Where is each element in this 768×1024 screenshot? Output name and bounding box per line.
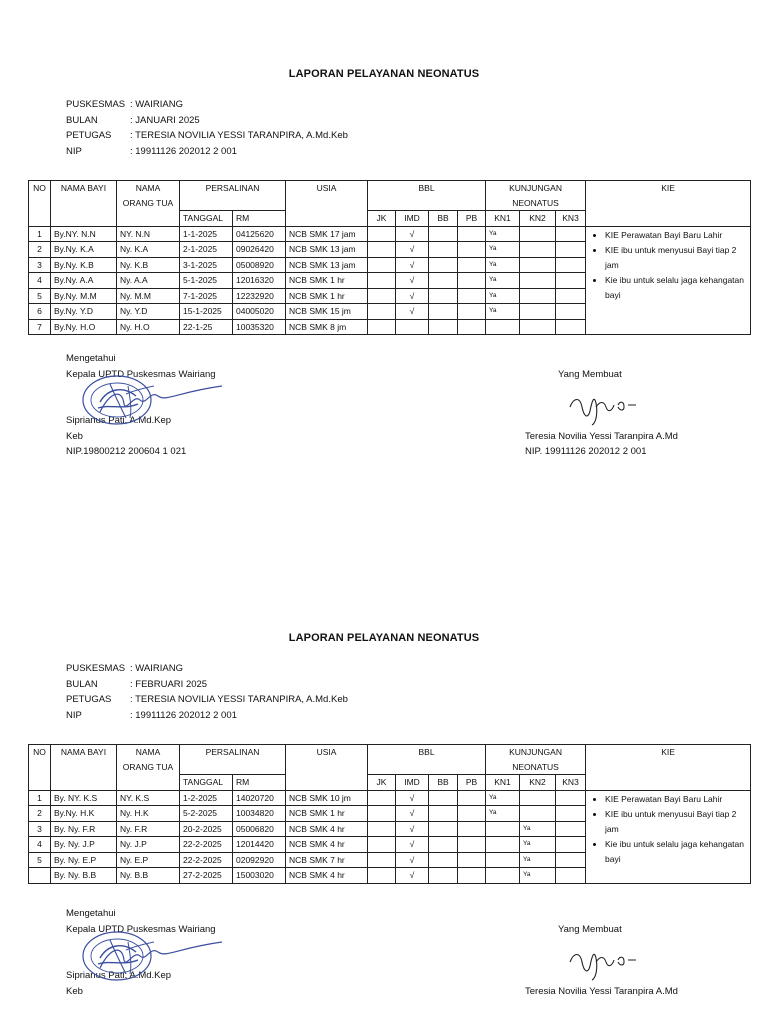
report-title: LAPORAN PELAYANAN NEONATUS — [288, 632, 480, 644]
meta-key: NIP — [66, 709, 82, 721]
meta-value: : 19911126 202012 2 001 — [130, 709, 237, 721]
cell-pb — [458, 319, 486, 335]
cell-usia: NCB SMK 1 hr — [286, 288, 368, 304]
cell-ortu: Ny. F.R — [117, 821, 180, 837]
cell-ortu: Ny. H.O — [117, 319, 180, 335]
cell-no — [29, 868, 51, 884]
cell-pb — [458, 868, 486, 884]
cell-imd — [396, 319, 429, 335]
th-kunjungan-neonatus: KUNJUNGAN NEONATUS — [486, 745, 586, 775]
signature-line-right: Yang Membuat — [558, 369, 622, 380]
cell-kn3 — [556, 821, 586, 837]
cell-kn1: Ya — [486, 273, 520, 289]
cell-jk — [368, 226, 396, 242]
cell-ortu: Ny. K.A — [117, 242, 180, 258]
cell-kn2 — [520, 304, 556, 320]
cell-bb — [429, 242, 458, 258]
cell-bayi: By.Ny. A.A — [51, 273, 117, 289]
cell-kn1 — [486, 319, 520, 335]
cell-ortu: NY. K.S — [117, 790, 180, 806]
kie-item: • KIE ibu untuk menyusui Bayi tiap 2 jam — [605, 243, 747, 273]
meta-row — [66, 97, 348, 113]
cell-kn1: Ya — [486, 257, 520, 273]
signature-line-right: NIP. 19911126 202012 2 001 — [525, 446, 647, 457]
cell-jk — [368, 852, 396, 868]
cell-pb — [458, 257, 486, 273]
meta-key: PUSKESMAS — [66, 99, 126, 110]
th-kn1: KN1 — [486, 211, 520, 227]
cell-kn2: Ya — [520, 821, 556, 837]
cell-bb — [429, 226, 458, 242]
cell-bayi: By.Ny. K.A — [51, 242, 117, 258]
cell-kn1: Ya — [486, 226, 520, 242]
cell-kn1: Ya — [486, 790, 520, 806]
cell-jk — [368, 821, 396, 837]
cell-kn3 — [556, 273, 586, 289]
cell-pb — [458, 790, 486, 806]
cell-jk — [368, 288, 396, 304]
cell-kn1: Ya — [486, 242, 520, 258]
cell-jk — [368, 790, 396, 806]
cell-rm: 10035320 — [233, 319, 286, 335]
cell-imd: √ — [396, 868, 429, 884]
cell-ortu: Ny. E.P — [117, 852, 180, 868]
signature-line-left: Mengetahui — [66, 353, 116, 364]
cell-tanggal: 1-1-2025 — [180, 226, 233, 242]
th-bbl: BBL — [368, 181, 486, 211]
kie-item: • Kie ibu untuk selalu jaga kehangatan bayi — [605, 273, 747, 303]
cell-no: 2 — [29, 806, 51, 822]
cell-no: 7 — [29, 319, 51, 335]
cell-rm: 05008920 — [233, 257, 286, 273]
th-nama-bayi: NAMA BAYI — [51, 181, 117, 227]
cell-jk — [368, 806, 396, 822]
cell-tanggal: 22-1-25 — [180, 319, 233, 335]
signature-scribble-right — [566, 393, 646, 427]
th-persalinan: PERSALINAN — [180, 181, 286, 211]
cell-kn2 — [520, 288, 556, 304]
cell-pb — [458, 837, 486, 853]
meta-value: : FEBRUARI 2025 — [130, 678, 208, 690]
cell-bayi: By.Ny. Y.D — [51, 304, 117, 320]
meta-row — [66, 128, 348, 144]
meta-value: : WAIRIANG — [130, 663, 183, 674]
cell-bb — [429, 868, 458, 884]
cell-bayi: By. Ny. F.R — [51, 821, 117, 837]
cell-rm: 10034820 — [233, 806, 286, 822]
cell-bayi: By.Ny. H.O — [51, 319, 117, 335]
report-title: LAPORAN PELAYANAN NEONATUS — [288, 68, 480, 80]
cell-pb — [458, 806, 486, 822]
cell-no: 1 — [29, 790, 51, 806]
meta-value: : WAIRIANG — [130, 99, 183, 110]
th-jk: JK — [368, 775, 396, 791]
th-imd: IMD — [396, 211, 429, 227]
cell-pb — [458, 852, 486, 868]
cell-bayi: By.Ny. K.B — [51, 257, 117, 273]
kie-cell — [586, 226, 751, 335]
cell-rm: 02092920 — [233, 852, 286, 868]
th-kn3: KN3 — [556, 211, 586, 227]
th-pb: PB — [458, 211, 486, 227]
cell-bb — [429, 304, 458, 320]
cell-rm: 12232920 — [233, 288, 286, 304]
cell-bayi: By.Ny. H.K — [51, 806, 117, 822]
cell-pb — [458, 242, 486, 258]
cell-pb — [458, 226, 486, 242]
signature-line-left: Keb — [66, 430, 83, 442]
cell-ortu: NY. N.N — [117, 226, 180, 242]
cell-kn3 — [556, 257, 586, 273]
th-bb: BB — [429, 211, 458, 227]
th-rm: RM — [233, 775, 286, 791]
meta-row — [66, 661, 348, 677]
cell-imd: √ — [396, 226, 429, 242]
cell-tanggal: 5-2-2025 — [180, 806, 233, 822]
cell-tanggal: 2-1-2025 — [180, 242, 233, 258]
th-nama-orang-tua: NAMA ORANG TUA — [117, 745, 180, 791]
cell-imd: √ — [396, 837, 429, 853]
meta-key: BULAN — [66, 114, 98, 126]
cell-usia: NCB SMK 4 hr — [286, 821, 368, 837]
th-tanggal: TANGGAL — [180, 775, 233, 791]
th-pb: PB — [458, 775, 486, 791]
th-no: NO — [29, 181, 51, 227]
cell-usia: NCB SMK 4 hr — [286, 837, 368, 853]
cell-kn3 — [556, 226, 586, 242]
cell-pb — [458, 273, 486, 289]
cell-kn3 — [556, 868, 586, 884]
cell-rm: 15003020 — [233, 868, 286, 884]
signature-scribble-left — [94, 938, 224, 978]
cell-kn3 — [556, 288, 586, 304]
cell-kn3 — [556, 319, 586, 335]
cell-no: 6 — [29, 304, 51, 320]
cell-usia: NCB SMK 4 hr — [286, 868, 368, 884]
cell-kn2 — [520, 319, 556, 335]
cell-bb — [429, 257, 458, 273]
cell-bb — [429, 288, 458, 304]
cell-kn3 — [556, 852, 586, 868]
cell-rm: 12016320 — [233, 273, 286, 289]
report-meta — [66, 661, 348, 723]
cell-no: 3 — [29, 257, 51, 273]
cell-bayi: By.NY. N.N — [51, 226, 117, 242]
th-nama-bayi: NAMA BAYI — [51, 745, 117, 791]
cell-usia: NCB SMK 8 jm — [286, 319, 368, 335]
meta-row — [66, 692, 348, 708]
cell-kn2 — [520, 242, 556, 258]
th-usia: USIA — [286, 745, 368, 791]
cell-pb — [458, 304, 486, 320]
cell-no: 4 — [29, 273, 51, 289]
signature-line-left: Kepala UPTD Puskesmas Wairiang — [66, 368, 216, 380]
cell-bb — [429, 806, 458, 822]
cell-jk — [368, 273, 396, 289]
cell-ortu: Ny. B.B — [117, 868, 180, 884]
meta-value: : TERESIA NOVILIA YESSI TARANPIRA, A.Md.Keb — [130, 694, 348, 705]
cell-kn1 — [486, 868, 520, 884]
th-bb: BB — [429, 775, 458, 791]
cell-no: 5 — [29, 288, 51, 304]
th-rm: RM — [233, 211, 286, 227]
th-persalinan: PERSALINAN — [180, 745, 286, 775]
th-tanggal: TANGGAL — [180, 211, 233, 227]
cell-kn3 — [556, 837, 586, 853]
cell-imd: √ — [396, 790, 429, 806]
cell-rm: 14020720 — [233, 790, 286, 806]
meta-key: PETUGAS — [66, 130, 112, 141]
cell-usia: NCB SMK 7 hr — [286, 852, 368, 868]
cell-tanggal: 5-1-2025 — [180, 273, 233, 289]
cell-kn1: Ya — [486, 304, 520, 320]
cell-imd: √ — [396, 242, 429, 258]
th-usia: USIA — [286, 181, 368, 227]
cell-bb — [429, 852, 458, 868]
table-row — [29, 226, 751, 242]
cell-usia: NCB SMK 1 hr — [286, 273, 368, 289]
cell-no: 1 — [29, 226, 51, 242]
kie-item: • Kie ibu untuk selalu jaga kehangatan bayi — [605, 837, 747, 867]
meta-key: PUSKESMAS — [66, 663, 126, 674]
cell-jk — [368, 257, 396, 273]
cell-ortu: Ny. M.M — [117, 288, 180, 304]
cell-ortu: Ny. Y.D — [117, 304, 180, 320]
signature-line-right: Teresia Novilia Yessi Taranpira A.Md — [525, 985, 678, 997]
cell-tanggal: 22-2-2025 — [180, 837, 233, 853]
cell-kn2 — [520, 790, 556, 806]
cell-jk — [368, 319, 396, 335]
cell-rm: 05006820 — [233, 821, 286, 837]
cell-kn2: Ya — [520, 852, 556, 868]
meta-row — [66, 708, 348, 724]
cell-jk — [368, 242, 396, 258]
signature-line-right: Teresia Novilia Yessi Taranpira A.Md — [525, 430, 678, 442]
cell-bayi: By. Ny. J.P — [51, 837, 117, 853]
cell-imd: √ — [396, 273, 429, 289]
signature-line-left: NIP.19800212 200604 1 021 — [66, 446, 187, 457]
cell-bb — [429, 319, 458, 335]
cell-tanggal: 27-2-2025 — [180, 868, 233, 884]
cell-no: 3 — [29, 821, 51, 837]
cell-kn3 — [556, 242, 586, 258]
th-kn2: KN2 — [520, 211, 556, 227]
cell-kn2 — [520, 226, 556, 242]
cell-bayi: By. NY. K.S — [51, 790, 117, 806]
cell-bb — [429, 790, 458, 806]
cell-tanggal: 3-1-2025 — [180, 257, 233, 273]
meta-value: : 19911126 202012 2 001 — [130, 145, 237, 157]
cell-tanggal: 22-2-2025 — [180, 852, 233, 868]
meta-key: NIP — [66, 145, 82, 157]
th-kunjungan-neonatus: KUNJUNGAN NEONATUS — [486, 181, 586, 211]
meta-row — [66, 677, 348, 693]
cell-kn3 — [556, 304, 586, 320]
cell-rm: 04125620 — [233, 226, 286, 242]
meta-key: PETUGAS — [66, 694, 112, 705]
cell-pb — [458, 288, 486, 304]
signature-scribble-left — [94, 382, 224, 422]
cell-bayi: By.Ny. M.M — [51, 288, 117, 304]
kie-item: • KIE ibu untuk menyusui Bayi tiap 2 jam — [605, 807, 747, 837]
cell-no: 5 — [29, 852, 51, 868]
th-no: NO — [29, 745, 51, 791]
cell-tanggal: 15-1-2025 — [180, 304, 233, 320]
cell-kn2 — [520, 257, 556, 273]
cell-bb — [429, 837, 458, 853]
signature-line-right: Yang Membuat — [558, 924, 622, 935]
th-kie: KIE — [586, 745, 751, 791]
cell-kn3 — [556, 790, 586, 806]
cell-tanggal: 7-1-2025 — [180, 288, 233, 304]
th-bbl: BBL — [368, 745, 486, 775]
kie-item: • KIE Perawatan Bayi Baru Lahir — [605, 792, 747, 807]
cell-kn1: Ya — [486, 288, 520, 304]
kie-item: • KIE Perawatan Bayi Baru Lahir — [605, 228, 747, 243]
th-kn1: KN1 — [486, 775, 520, 791]
th-nama-orang-tua: NAMA ORANG TUA — [117, 181, 180, 227]
cell-imd: √ — [396, 806, 429, 822]
cell-kn2 — [520, 273, 556, 289]
cell-pb — [458, 821, 486, 837]
cell-bb — [429, 273, 458, 289]
cell-tanggal: 1-2-2025 — [180, 790, 233, 806]
th-imd: IMD — [396, 775, 429, 791]
signature-line-left: Mengetahui — [66, 908, 116, 919]
cell-jk — [368, 304, 396, 320]
cell-usia: NCB SMK 13 jam — [286, 242, 368, 258]
cell-jk — [368, 868, 396, 884]
neonatus-table — [28, 180, 751, 335]
cell-bb — [429, 821, 458, 837]
cell-no: 2 — [29, 242, 51, 258]
meta-row — [66, 144, 348, 160]
cell-imd: √ — [396, 821, 429, 837]
cell-usia: NCB SMK 13 jam — [286, 257, 368, 273]
cell-imd: √ — [396, 288, 429, 304]
cell-no: 4 — [29, 837, 51, 853]
cell-ortu: Ny. K.B — [117, 257, 180, 273]
cell-kn2: Ya — [520, 868, 556, 884]
cell-bayi: By. Ny. B.B — [51, 868, 117, 884]
cell-kn2: Ya — [520, 837, 556, 853]
cell-bayi: By. Ny. E.P — [51, 852, 117, 868]
cell-usia: NCB SMK 10 jm — [286, 790, 368, 806]
meta-key: BULAN — [66, 678, 98, 690]
cell-imd: √ — [396, 852, 429, 868]
cell-kn2 — [520, 806, 556, 822]
cell-imd: √ — [396, 304, 429, 320]
cell-kn1 — [486, 837, 520, 853]
neonatus-table — [28, 744, 751, 884]
signature-scribble-right — [566, 948, 646, 982]
cell-kn1 — [486, 821, 520, 837]
th-kn2: KN2 — [520, 775, 556, 791]
cell-usia: NCB SMK 15 jm — [286, 304, 368, 320]
cell-rm: 04005020 — [233, 304, 286, 320]
cell-tanggal: 20-2-2025 — [180, 821, 233, 837]
cell-imd: √ — [396, 257, 429, 273]
report-meta — [66, 97, 348, 159]
cell-ortu: Ny. H.K — [117, 806, 180, 822]
th-kn3: KN3 — [556, 775, 586, 791]
signature-line-left: Siprianus Pati, A.Md.Kep — [66, 415, 172, 426]
th-kie: KIE — [586, 181, 751, 227]
cell-jk — [368, 837, 396, 853]
cell-rm: 12014420 — [233, 837, 286, 853]
meta-row — [66, 113, 348, 129]
cell-usia: NCB SMK 17 jam — [286, 226, 368, 242]
cell-ortu: Ny. J.P — [117, 837, 180, 853]
cell-kn3 — [556, 806, 586, 822]
meta-value: : TERESIA NOVILIA YESSI TARANPIRA, A.Md.Keb — [130, 130, 348, 141]
cell-kn1: Ya — [486, 806, 520, 822]
cell-rm: 09026420 — [233, 242, 286, 258]
meta-value: : JANUARI 2025 — [130, 114, 200, 126]
signature-line-left: Kepala UPTD Puskesmas Wairiang — [66, 923, 216, 935]
table-row — [29, 790, 751, 806]
cell-usia: NCB SMK 1 hr — [286, 806, 368, 822]
cell-kn1 — [486, 852, 520, 868]
signature-line-left: Keb — [66, 985, 83, 997]
cell-ortu: Ny. A.A — [117, 273, 180, 289]
signature-line-left: Siprianus Pati, A.Md.Kep — [66, 970, 172, 981]
th-jk: JK — [368, 211, 396, 227]
kie-cell — [586, 790, 751, 883]
